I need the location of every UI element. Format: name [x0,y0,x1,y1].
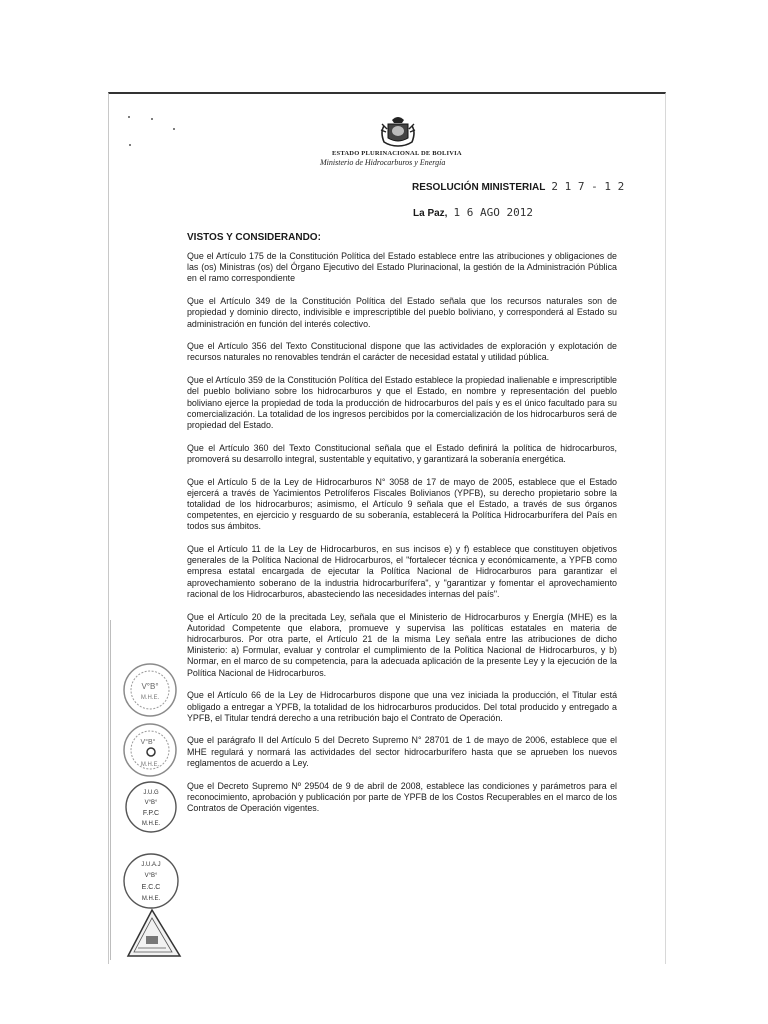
paragraph: Que el parágrafo II del Artículo 5 del Decreto Supremo N° 28701 de 1 de mayo de 2006, establece que el MHE regulará y normará las actividades del sector hidrocarburífero hasta que se aprueben los nuevos reglamentos de acuerdo a Ley. [187,735,617,768]
paragraph: Que el Artículo 356 del Texto Constitucional dispone que las actividades de exploración y explotación de recursos naturales no renovables tendrán el carácter de necesidad estatal y utilidad pública. [187,341,617,363]
stamp-text: J.U.A.J [141,862,161,868]
triangle-seal-icon [126,908,182,958]
resolution-date-line [413,206,533,219]
approval-stamp [122,852,180,910]
stamp-text: F.P.C [142,810,160,817]
stamp-text: J.U.G [143,790,159,796]
stamp-text: V°B° [144,800,158,806]
paragraph: Que el Artículo 11 de la Ley de Hidrocarburos, en sus incisos e) y f) establece que constituyen objetivos generales de la Política Nacional de Hidrocarburos, el "fortalecer técnica y económicamente, a YPFB como empresa estatal encargada de ejecutar la Política Nacional de Hidrocarburos para garantizar el aprovechamiento soberano de la industria hidrocarburífera", y "garantizar y fomentar el aprovechamiento racional de los Hidrocarburos, abasteciendo las necesidades internas del país". [187,544,617,599]
stamp-text: V°B° [140,739,156,746]
paragraph: Que el Artículo 175 de la Constitución Política del Estado establece entre las atribuciones y obligaciones de las (os) Ministras (os) del Órgano Ejecutivo del Estado Plurinacional, la gestión de la Administración Pública en el ramo correspondiente [187,251,617,284]
approval-stamp [122,722,178,778]
page-edge [110,620,111,960]
stamp-text: E.C.C [141,884,161,891]
resolution-number: 2 1 7 - 1 2 [551,180,625,193]
stamp-text: V°B° [141,682,159,691]
letterhead-state: ESTADO PLURINACIONAL DE BOLIVIA [332,150,462,157]
document-body [187,251,617,826]
paragraph: Que el Decreto Supremo Nº 29504 de 9 de abril de 2008, establece las condiciones y parámetros para el reconocimiento, aprobación y publicación por parte de YPFB de los Costos Recuperables en el marco de los Contratos de Operación vigentes. [187,780,617,813]
stamp-text: M.H.E. [141,896,161,902]
resolution-label: RESOLUCIÓN MINISTERIAL [412,182,546,193]
stamp-text: M.H.E. [140,762,160,768]
paragraph: Que el Artículo 360 del Texto Constitucional señala que el Estado definirá la política de hidrocarburos, promoverá su desarrollo integral, sustentable y equitativo, y garantizará la soberanía energética. [187,442,617,464]
stamp-text: M.H.E. [140,695,160,701]
section-title: VISTOS Y CONSIDERANDO: [187,232,321,243]
paragraph: Que el Artículo 20 de la precitada Ley, señala que el Ministerio de Hidrocarburos y Energía (MHE) es la Autoridad Competente que elabora, promueve y supervisa las políticas estatales en materia de hidrocarburos. Por otra parte, el Artículo 21 de la misma Ley señala entre las atribuciones de dicho Ministerio: a) Formular, evaluar y controlar el cumplimiento de la Política Nacional de Hidrocarburos, y b) Normar, en el marco de su competencia, para la adecuada aplicación de la presente Ley y la ejecución de la Política Nacional de Hidrocarburos. [187,611,617,678]
resolution-place: La Paz, [413,208,448,219]
stamp-text: V°B° [144,873,158,879]
paragraph: Que el Artículo 5 de la Ley de Hidrocarburos N° 3058 de 17 de mayo de 2005, establece que el Estado ejercerá a través de Yacimientos Petrolíferos Fiscales Bolivianos (YPFB), su derecho propietario sobre la totalidad de los hidrocarburos; asimismo, el Artículo 9 señala que el Estado, a través de sus órganos competentes, en ejercicio y resguardo de su soberanía, establecerá la Política Hidrocarburífera del País en todos sus ámbitos. [187,476,617,532]
approval-stamp [124,780,178,834]
resolution-heading [412,180,624,193]
resolution-date: 1 6 AGO 2012 [453,206,533,219]
paragraph: Que el Artículo 349 de la Constitución Política del Estado señala que los recursos naturales son de propiedad y dominio directo, indivisible e imprescriptible del pueblo boliviano, y corresponderá al Estado su administración en función del interés colectivo. [187,296,617,329]
approval-stamp [122,662,178,718]
coat-of-arms-icon [378,112,418,148]
stamp-text: M.H.E. [141,821,161,827]
paragraph: Que el Artículo 66 de la Ley de Hidrocarburos dispone que una vez iniciada la producción, el Titular está obligado a entregar a YPFB, la totalidad de los hidrocarburos producidos. Del total producido y entregado a YPFB, el Titular tendrá derecho a una retribución bajo el Contrato de Operación. [187,690,617,723]
letterhead-ministry: Ministerio de Hidrocarburos y Energía [320,158,446,167]
paragraph: Que el Artículo 359 de la Constitución Política del Estado establece la propiedad inalienable e imprescriptible del pueblo boliviano sobre los hidrocarburos y que el Estado, en nombre y representación del pueblo boliviano ejerce la propiedad de toda la producción de hidrocarburos del país y es el único facultado para su comercialización. La totalidad de los ingresos percibidos por la comercialización de los hidrocarburos será de propiedad del Estado. [187,375,617,430]
